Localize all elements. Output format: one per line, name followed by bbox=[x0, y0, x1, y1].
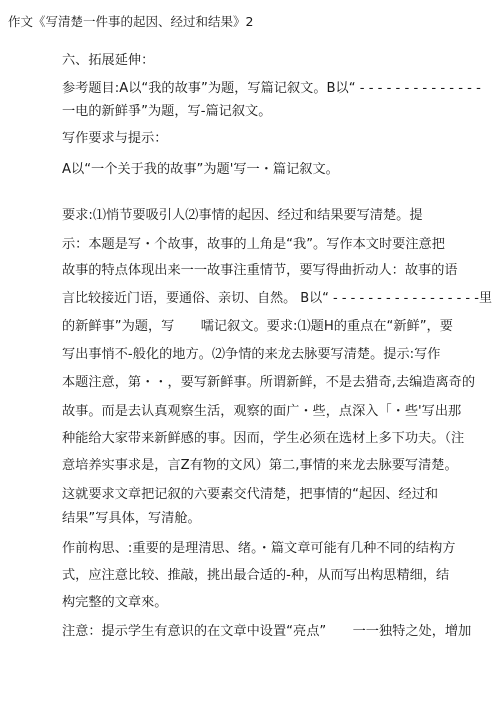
text-line: 故事的特点体现出来一一故事注重情节，要写得曲折动人：故事的语 bbox=[62, 263, 458, 278]
page-header-title: 作文《写清楚一件事的起因、经过和结果》2 bbox=[8, 14, 254, 29]
text-line: 种能给大家带来新鲜感的事。因而，学生必须在选材上多下功夫。（注 bbox=[62, 431, 465, 446]
text-line: 式，应注意比较、推敲，挑出最合适的-种，从而写出构思精细，结 bbox=[62, 568, 450, 583]
text-line: A以“一个关于我的故事”为题'写一・篇记叙文。 bbox=[62, 162, 339, 177]
text-line: 注意：提示学生有意识的在文章中设置“亮点” 一一独特之处，增加 bbox=[62, 624, 472, 639]
text-line: 写出事悄不-般化的地方。⑵争情的来龙去脉要写清楚。提示:写作 bbox=[62, 347, 441, 362]
text-line: 参考题目:A以“我的故事”为题，写篇记叙文。B以“ - - - - - - - - - - - - - - bbox=[62, 81, 481, 96]
text-line: 这就要求文章把记叙的六要素交代清楚，把事情的“起因、经过和 bbox=[62, 487, 439, 502]
text-line: 构完整的文章來。 bbox=[62, 595, 168, 610]
text-line: 的新鲜事”为题，写 嚅记叙文。要求:⑴题H的重点在“新鲜”，要 bbox=[62, 319, 453, 334]
text-line: 一电的新鲜爭”为题，写-篇记叙文。 bbox=[62, 104, 272, 119]
text-line: 作前构思、:重要的是理清思、绪。・篇文章可能有几种不同的结构方 bbox=[62, 541, 456, 556]
text-line: 言比较接近门语，要通俗、亲切、自然。 B以“ - - - - - - - - - - - - - - - - -里 bbox=[62, 291, 492, 306]
text-line: 意培养实事求是，言Z有物的文风）第二,事情的来龙去脉要写清楚。 bbox=[62, 458, 458, 473]
text-line: 本题注意，第・・，要写新鲜事。所谓新鲜，不是去猎奇,去编造离奇的 bbox=[62, 375, 476, 390]
text-line: 写作要求与提示： bbox=[62, 131, 168, 146]
section-heading: 六、拓展延伸： bbox=[62, 53, 155, 68]
text-line: 要求:⑴悄节要吸引人⑵事情的起因、经过和结果要写清楚。提 bbox=[62, 208, 423, 223]
text-line: 故事。而是去认真观察生活，观察的面广・些，点深入「・些'写出那 bbox=[62, 404, 462, 419]
text-line: 结果”写具体，写清舱。 bbox=[62, 511, 201, 526]
text-line: 示：本题是写・个故事，故事的丄角是“我”。写作本文时要注意把 bbox=[62, 237, 445, 252]
